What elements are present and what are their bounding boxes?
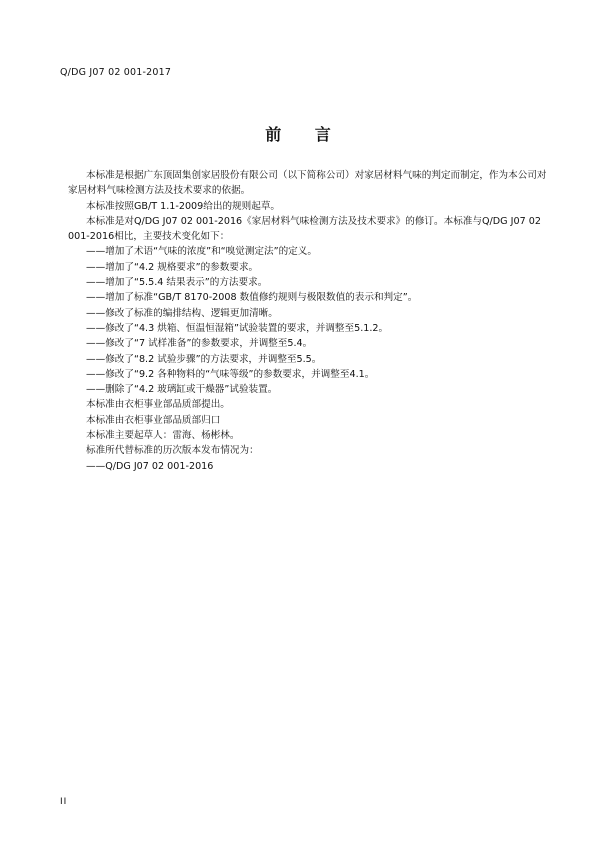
change-item: ——修改了“9.2 各种物料的“气味等级”的参数要求，并调整至4.1。 (86, 368, 375, 380)
change-item: ——增加了术语“气味的浓度”和“嗅觉测定法”的定义。 (86, 246, 317, 258)
drafting-rules-paragraph: 本标准按照GB/T 1.1-2009给出的规则起草。 (86, 200, 281, 212)
change-item: ——增加了标准“GB/T 8170-2008 数值修约规则与极限数值的表示和判定”。 (86, 292, 418, 304)
changes-list (68, 244, 548, 397)
change-item: ——修改了“7 试样准备”的参数要求，并调整至5.4。 (86, 338, 313, 350)
proposer-paragraph: 本标准由衣柜事业部品质部提出。 (86, 399, 230, 411)
administrator-paragraph: 本标准由衣柜事业部品质部归口 (86, 414, 221, 426)
change-item: ——增加了“4.2 规格要求”的参数要求。 (86, 261, 259, 273)
intro-paragraph: 本标准是根据广东顶固集创家居股份有限公司（以下简称公司）对家居材料气味的判定而制定，作为本公司对家居材料气味检测方法及技术要求的依据。 (68, 170, 547, 197)
change-item: ——删除了“4.2 玻璃缸或干燥器”试验装置。 (86, 384, 278, 396)
page-title: 前 言 (265, 125, 345, 144)
drafters-paragraph: 本标准主要起草人：雷海、杨彬林。 (86, 430, 240, 442)
change-item: ——修改了标准的编排结构、逻辑更加清晰。 (86, 307, 278, 319)
document-code: Q/DG J07 02 001-2017 (60, 67, 172, 78)
revision-paragraph: 本标准是对Q/DG J07 02 001-2016《家居材料气味检测方法及技术要求》的修订。本标准与Q/DG J07 02 001-2016相比，主要技术变化如下： (68, 215, 541, 243)
change-item: ——修改了“4.3 烘箱、恒温恒湿箱”试验装置的要求，并调整至5.1.2。 (86, 322, 389, 334)
history-item: ——Q/DG J07 02 001-2016 (86, 460, 214, 472)
page-number: II (60, 797, 68, 807)
history-heading: 标准所代替标准的历次版本发布情况为： (86, 445, 259, 457)
change-item: ——修改了“8.2 试验步骤”的方法要求，并调整至5.5。 (86, 353, 322, 365)
change-item: ——增加了“5.5.4 结果表示”的方法要求。 (86, 277, 268, 289)
document-body (68, 168, 548, 474)
